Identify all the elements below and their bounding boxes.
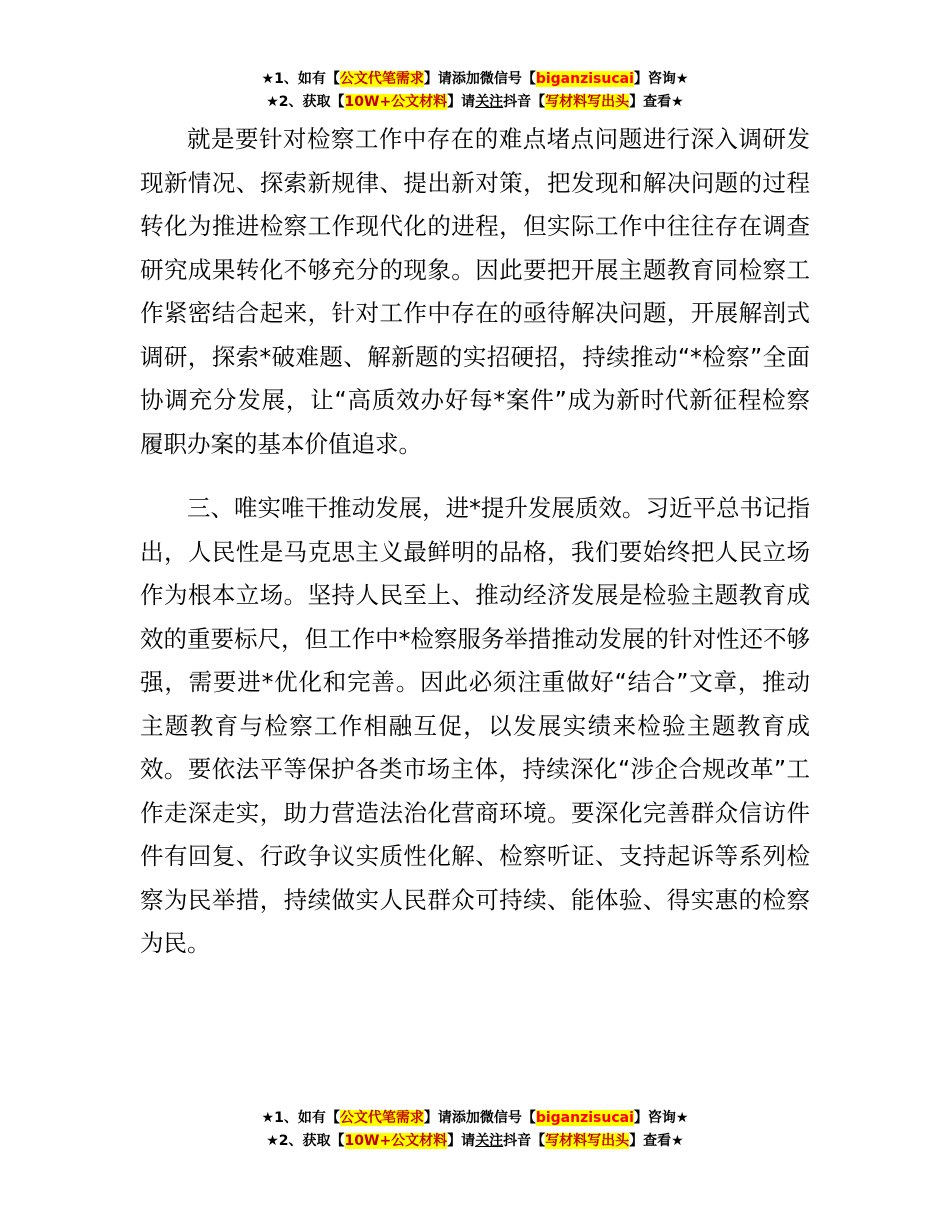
banner-text: ★1、如有【 [261,1110,340,1126]
banner-line-2 [0,1130,950,1153]
body-paragraph: 就是要针对检察工作中存在的难点堵点问题进行深入调研发现新情况、探索新规律、提出新对策，把发现和解决问题的过程转化为推进检察工作现代化的进程，但实际工作中往往存在调查研究成果转化不够充分的现象。因此要把开展主题教育同检察工作紧密结合起来，针对工作中存在的亟待解决问题，开展解剖式调研，探索*破难题、解新题的实招硬招，持续推动“*检察”全面协调充分发展，让“高质效办好每*案件”成为新时代新征程检察履职办案的基本价值追求。 [140,125,810,458]
banner-text: 】咨询★ [633,1110,689,1126]
banner-highlight-service: 公文代笔需求 [339,1110,424,1126]
banner-highlight-wechat: biganzisucai [535,71,634,87]
banner-text: 】请 [447,1133,476,1149]
document-body [140,118,810,966]
body-paragraph: 三、唯实唯干推动发展，进*提升发展质效。习近平总书记指出，人民性是马克思主义最鲜明的品格，我们要始终把人民立场作为根本立场。坚持人民至上、推动经济发展是检验主题教育成效的重要标尺，但工作中*检察服务举措推动发展的针对性还不够强，需要进*优化和完善。因此必须注重做好“结合”文章，推动主题教育与检察工作相融互促，以发展实绩来检验主题教育成效。要依法平等保护各类市场主体，持续深化“涉企合规改革”工作走深走实，助力营造法治化营商环境。要深化完善群众信访件件有回复、行政争议实质性化解、检察听证、支持起诉等系列检察为民举措，持续做实人民群众可持续、能体验、得实惠的检察为民。 [140,494,810,957]
banner-highlight-douyin: 写材料写出头 [545,1133,630,1149]
banner-text: 】请添加微信号【 [423,71,536,87]
banner-text: 】请添加微信号【 [423,1110,536,1126]
banner-text: 】咨询★ [633,71,689,87]
banner-highlight-douyin: 写材料写出头 [545,94,630,110]
banner-text: 】查看★ [629,94,684,110]
banner-text: ★2、获取【 [266,94,345,110]
banner-text: ★2、获取【 [266,1133,345,1149]
banner-text: 】请 [447,94,476,110]
banner-highlight-wechat: biganzisucai [535,1110,634,1126]
banner-text: 】查看★ [629,1133,684,1149]
banner-line-1 [0,1107,950,1130]
banner-highlight-service: 公文代笔需求 [339,71,424,87]
banner-underline-follow: 关注 [475,94,504,110]
banner-text: 抖音【 [503,94,546,110]
banner-line-1 [0,68,950,91]
header-banner [0,68,950,114]
banner-text: 抖音【 [503,1133,546,1149]
banner-highlight-materials: 10W+公文材料 [344,1133,448,1149]
banner-highlight-materials: 10W+公文材料 [344,94,448,110]
footer-banner [0,1107,950,1153]
banner-text: ★1、如有【 [261,71,340,87]
banner-underline-follow: 关注 [475,1133,504,1149]
banner-line-2 [0,91,950,114]
